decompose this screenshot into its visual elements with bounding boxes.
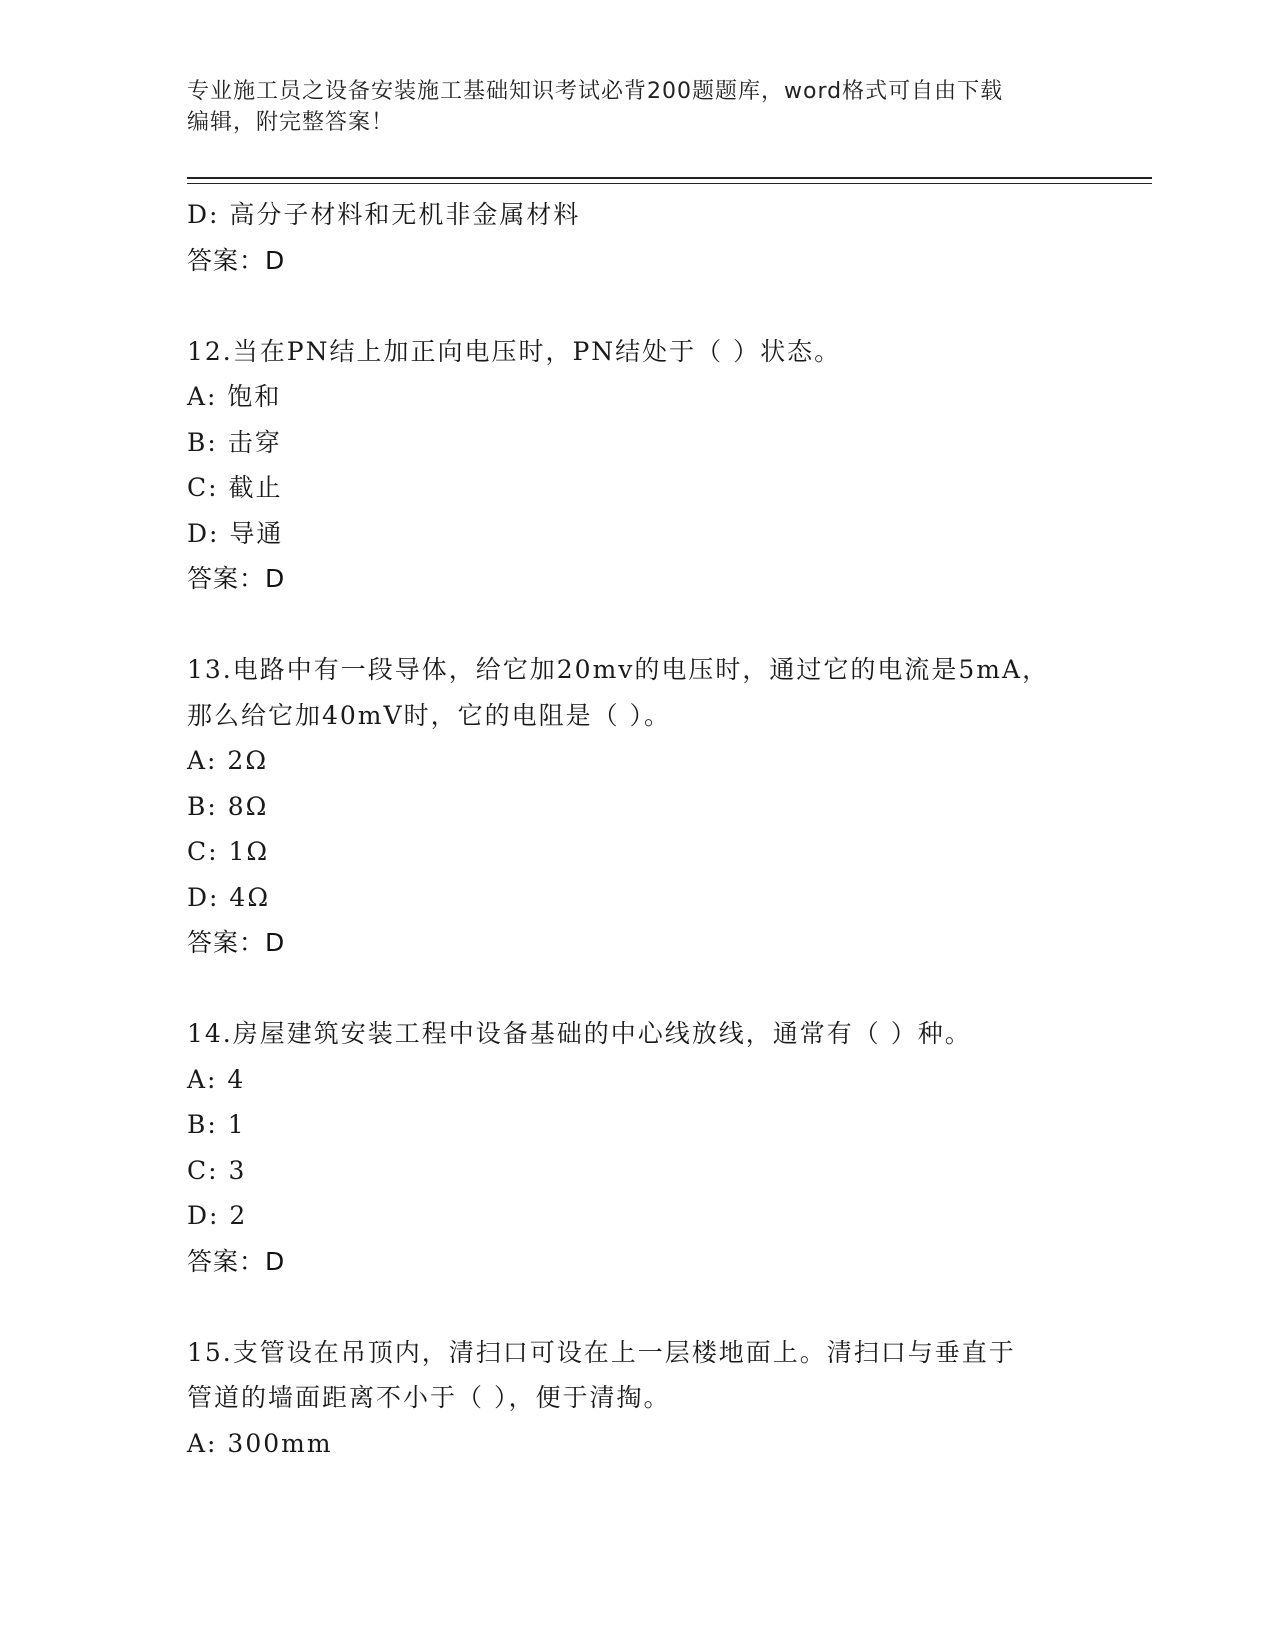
question-stem-line-1: 15.支管设在吊顶内，清扫口可设在上一层楼地面上。清扫口与垂直于 <box>187 1337 1016 1367</box>
question-block-11 <box>187 192 1087 283</box>
option-c: C: 1Ω <box>187 837 270 866</box>
option-b: B: 1 <box>187 1110 246 1139</box>
spacer <box>187 1284 1087 1330</box>
question-block-12 <box>187 329 1087 602</box>
option-a: A: 300mm <box>187 1428 333 1458</box>
option-d: D: 高分子材料和无机非金属材料 <box>187 200 581 229</box>
header-divider-thick <box>187 177 1152 179</box>
question-block-13 <box>187 647 1087 966</box>
option-c: C: 截止 <box>187 473 283 502</box>
header-divider-thin <box>187 183 1152 184</box>
question-stem: 14.房屋建筑安装工程中设备基础的中心线放线，通常有（ ）种。 <box>187 1019 972 1048</box>
option-b: B: 击穿 <box>187 427 282 457</box>
answer-label: 答案：D <box>187 1246 286 1276</box>
option-a: A: 饱和 <box>187 382 282 411</box>
spacer <box>187 966 1087 1012</box>
document-header <box>187 76 1087 138</box>
header-title-line-2: 编辑，附完整答案！ <box>187 110 395 135</box>
option-d: D: 2 <box>187 1201 248 1230</box>
option-a: A: 2Ω <box>187 746 269 775</box>
answer-label: 答案：D <box>187 928 286 957</box>
answer-label: 答案：D <box>187 564 286 593</box>
question-stem: 12.当在PN结上加正向电压时，PN结处于（ ）状态。 <box>187 336 842 366</box>
option-d: D: 导通 <box>187 518 284 548</box>
question-list <box>187 192 1087 1466</box>
question-block-15 <box>187 1330 1087 1467</box>
option-a: A: 4 <box>187 1064 246 1094</box>
answer-label: 答案：D <box>187 245 286 275</box>
header-title-line-1: 专业施工员之设备安装施工基础知识考试必背200题题库，word格式可自由下载 <box>187 79 1004 104</box>
spacer <box>187 283 1087 329</box>
spacer <box>187 602 1087 648</box>
question-stem-line-2: 管道的墙面距离不小于（ ），便于清掏。 <box>187 1383 671 1412</box>
question-stem-line-1: 13.电路中有一段导体，给它加20mv的电压时，通过它的电流是5mA， <box>187 655 1050 684</box>
question-stem-line-2: 那么给它加40mV时，它的电阻是（ ）。 <box>187 700 672 730</box>
option-b: B: 8Ω <box>187 791 269 821</box>
question-block-14 <box>187 1011 1087 1284</box>
option-c: C: 3 <box>187 1155 247 1185</box>
option-d: D: 4Ω <box>187 882 271 912</box>
